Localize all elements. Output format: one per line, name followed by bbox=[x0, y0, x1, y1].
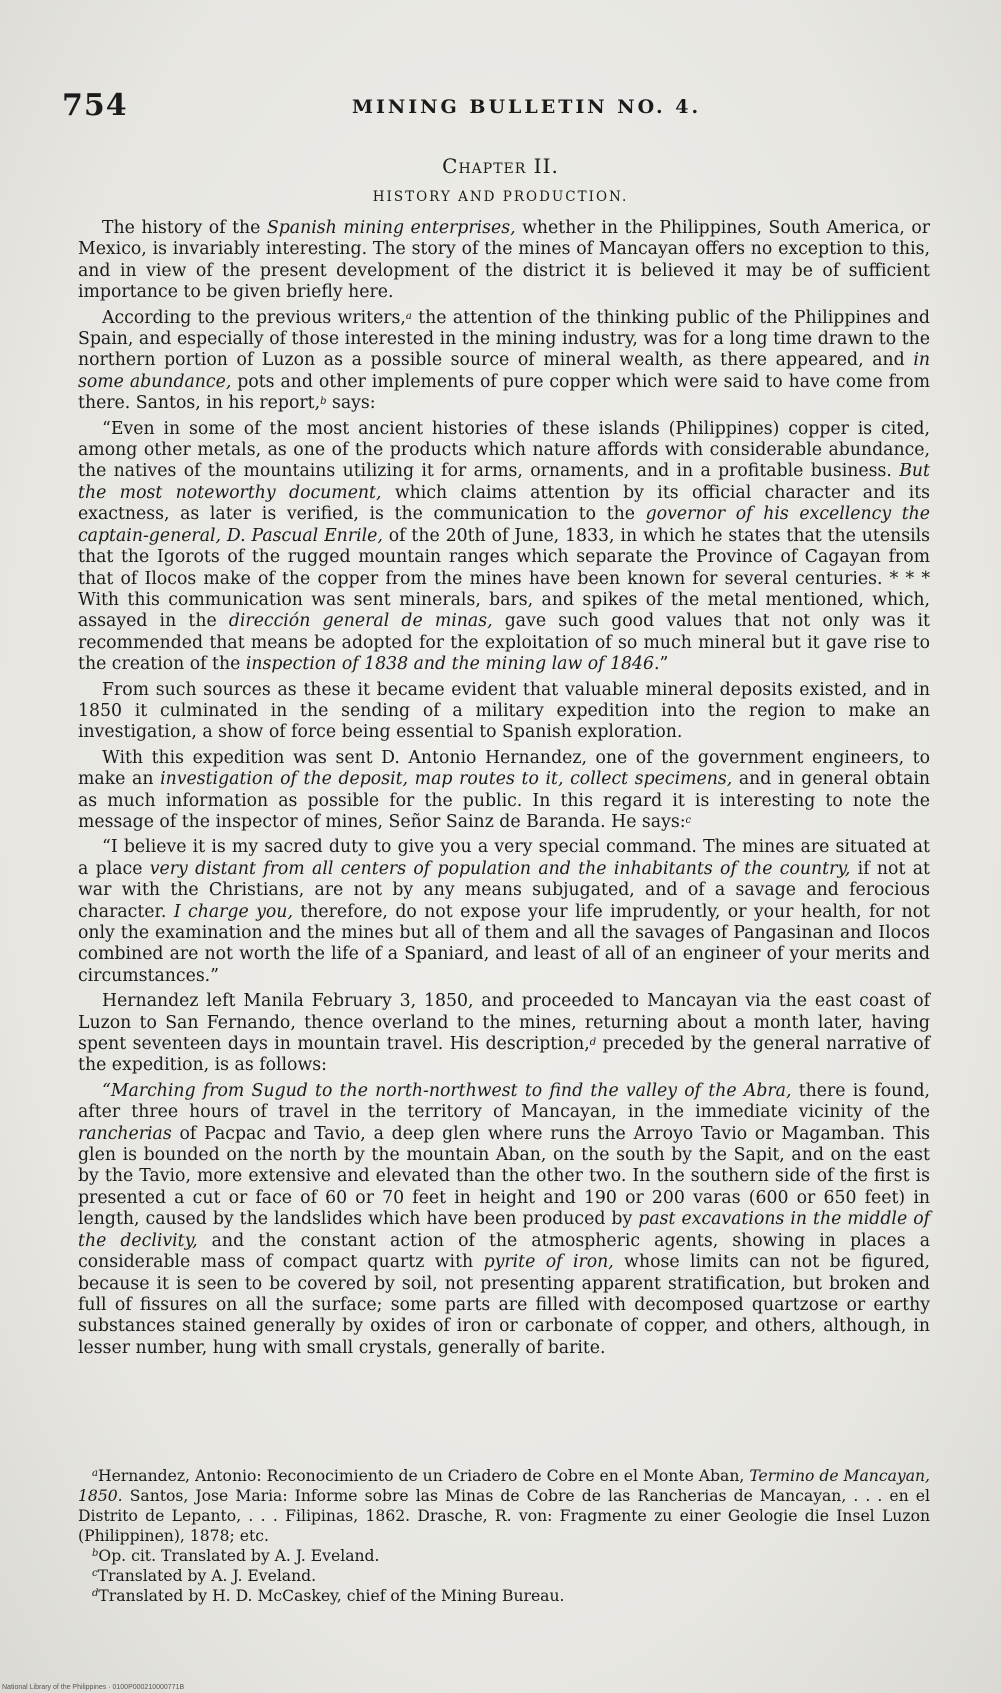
chapter-title: Chapter II. bbox=[442, 154, 559, 178]
text-run: which claims attention by its official character and its exactness, as later is verified, is the communication to the bbox=[78, 482, 931, 525]
footnote-c bbox=[78, 1566, 930, 1586]
text-run: Op. cit. Translated by A. J. Eveland. bbox=[98, 1547, 380, 1565]
paragraph-5 bbox=[78, 748, 930, 834]
chapter-subtitle: HISTORY AND PRODUCTION. bbox=[372, 189, 629, 205]
emphasis: I charge you, bbox=[173, 901, 293, 922]
text-run: and in general obtain as much information as possible for the public. In this regard it is interesting to note the message of the inspector of mines, Señor Sainz de Baranda. He says: bbox=[78, 769, 930, 832]
text-run: “I believe it is my sacred duty to give you a very special command. The mines are situated at a place bbox=[78, 837, 930, 879]
text-run: ” bbox=[659, 654, 669, 675]
text-run: Translated by H. D. McCaskey, chief of the Mining Bureau. bbox=[98, 1587, 565, 1605]
paragraph-3-quote bbox=[78, 419, 930, 676]
text-run: the attention of the thinking public of the Philippines and Spain, and especially of those interested in the mining industry, was for a long time drawn to the northern portion of Luzon as a possible source of mineral wealth, as there appeared, and bbox=[78, 307, 930, 371]
text-run: preceded by the general narrative of the expedition, is as follows: bbox=[78, 1034, 930, 1076]
emphasis: investigation of the deposit, map routes to it, collect specimens, bbox=[160, 769, 733, 790]
text-run: if not at war with the Christians, are not by any means subjugated, and of a savage and ferocious character. bbox=[78, 858, 930, 922]
text-run: Santos, Jose Maria: Informe sobre las Minas de Cobre de las Rancherias de Mancayan, . . . en el Distrito de Lepanto, . . . Filipinas, 1862. Drasche, R. von: Fragmente zu einer Geologie die Insel Luzon (Philippinen), 1878; etc. bbox=[78, 1487, 930, 1545]
text-run: whether in the Philippines, South America, or Mexico, is invariably interesting. The story of the mines of Mancayan offers no exception to this, and in view of the present development of the district it is believed it may be of sufficient importance to be given briefly here. bbox=[78, 218, 930, 303]
paragraph-1 bbox=[78, 218, 930, 304]
emphasis: inspection of 1838 and the mining law of 1846. bbox=[245, 654, 660, 675]
text-run: says: bbox=[326, 393, 376, 414]
text-run: According to the previous writers, bbox=[102, 307, 406, 328]
footnote-divider bbox=[78, 1456, 930, 1457]
text-run: pots and other implements of pure copper which were said to have come from there. Santos, in his report, bbox=[78, 371, 930, 414]
body-text bbox=[78, 218, 930, 1363]
emphasis: But the most noteworthy document, bbox=[78, 461, 930, 503]
text-run: and the constant action of the atmospheric agents, showing in places a considerable mass of compact quartz with bbox=[78, 1230, 930, 1273]
footnote-mark: c bbox=[92, 1568, 98, 1579]
footnote-ref: a bbox=[405, 310, 412, 322]
footnote-ref: b bbox=[320, 396, 327, 408]
running-title: MINING BULLETIN NO. 4. bbox=[352, 96, 702, 118]
paragraph-2 bbox=[78, 308, 930, 415]
paragraph-8-quote bbox=[78, 1081, 930, 1359]
emphasis: Spanish mining enterprises, bbox=[266, 218, 516, 238]
text-run: therefore, do not expose your life imprudently, or your health, for not only the examination and the mines but all of them and all the savages of Pangasinan and Ilocos combined are not worth the life of a Spaniard, and least of all of an engineer of your merits and circumstances.” bbox=[78, 901, 931, 986]
text-run: “Even in some of the most ancient histories of these islands (Philippines) copper is cited, among other metals, as one of the products which nature affords with considerable abundance, the natives of the mountains utilizing it for arms, ornaments, and in a profitable business. bbox=[78, 418, 930, 482]
text-run: Hernandez left Manila February 3, 1850, and proceeded to Mancayan via the east coast of Luzon to San Fernando, thence overland to the mines, returning about a month later, having spent seventeen days in mountain travel. His description, bbox=[78, 991, 930, 1055]
scan-credit: National Library of the Philippines · 0100P000210000771B bbox=[2, 1684, 185, 1691]
footnote-ref: d bbox=[589, 1037, 597, 1049]
text-run: gave such good values that not only was it recommended that means be adopted for the exploitation of so much mineral but it gave rise to the creation of the bbox=[78, 611, 930, 675]
emphasis: governor of his excellency the captain-general, D. Pascual Enrile, bbox=[78, 504, 931, 546]
text-run: there is found, after three hours of travel in the territory of Mancayan, in the immediate vicinity of the bbox=[78, 1080, 931, 1123]
paragraph-6-quote bbox=[78, 837, 930, 987]
emphasis: in some abundance, bbox=[78, 350, 930, 392]
emphasis: rancherias bbox=[78, 1123, 172, 1144]
emphasis: very distant from all centers of population and the inhabitants of the country, bbox=[149, 858, 851, 879]
text-run: Hernandez, Antonio: Reconocimiento de un Criadero de Cobre en el Monte Aban, bbox=[97, 1467, 750, 1485]
page-header bbox=[62, 88, 939, 128]
emphasis: past excavations in the middle of the declivity, bbox=[78, 1209, 930, 1251]
text-run: of the 20th of June, 1833, in which he states that the utensils that the Igorots of the rugged mountain ranges which separate the Province of Cagayan from that of Ilocos make of the copper from the mines have been known for several centuries. * * * With this communication was sent minerals, bars, and spikes of the metal mentioned, which, assayed in the bbox=[78, 525, 931, 632]
footnote-mark: b bbox=[92, 1548, 99, 1559]
footnote-mark: d bbox=[92, 1588, 99, 1599]
text-run: Translated by A. J. Eveland. bbox=[97, 1567, 317, 1585]
emphasis: dirección general de minas, bbox=[228, 611, 493, 632]
footnote-b bbox=[78, 1546, 930, 1566]
footnote-mark: a bbox=[92, 1468, 98, 1479]
footnote-ref: c bbox=[685, 814, 692, 826]
page-number: 754 bbox=[62, 88, 128, 123]
paragraph-4: From such sources as these it became evident that valuable mineral deposits existed, and in 1850 it culminated in the sending of a military expedition into the region to make an investigation, a show of force being essential to Spanish exploration. bbox=[78, 679, 930, 743]
text-run: of Pacpac and Tavio, a deep glen where runs the Arroyo Tavio or Magamban. This glen is bounded on the north by the mountain Aban, on the south by the Sapit, and on the east by the Tavio, more extensive and elevated than the other two. In the southern side of the first is presented a cut or face of 60 or 70 feet in height and 190 or 200 varas (600 or 650 feet) in length, caused by the landslides which have been produced by bbox=[78, 1123, 930, 1230]
emphasis: Termino de Mancayan, 1850. bbox=[78, 1467, 930, 1505]
text-run: The history of the bbox=[102, 218, 267, 238]
footnote-d bbox=[78, 1586, 930, 1606]
text-run: With this expedition was sent D. Antonio Hernandez, one of the government engineers, to make an bbox=[78, 747, 930, 790]
emphasis: pyrite of iron, bbox=[483, 1252, 614, 1273]
footnote-a bbox=[78, 1466, 930, 1546]
emphasis: “Marching from Sugud to the north-northwest to find the valley of the Abra, bbox=[102, 1080, 792, 1101]
footnotes bbox=[78, 1466, 930, 1606]
text-run: whose limits can not be figured, because it is seen to be covered by soil, not presenting apparent stratification, but broken and full of fissures on all the surface; some parts are filled with decomposed quartzose or earthy substances stained generally by oxides of iron or carbonate of copper, and others, although, in lesser number, hung with small crystals, generally of barite. bbox=[78, 1252, 930, 1358]
paragraph-7 bbox=[78, 991, 930, 1077]
